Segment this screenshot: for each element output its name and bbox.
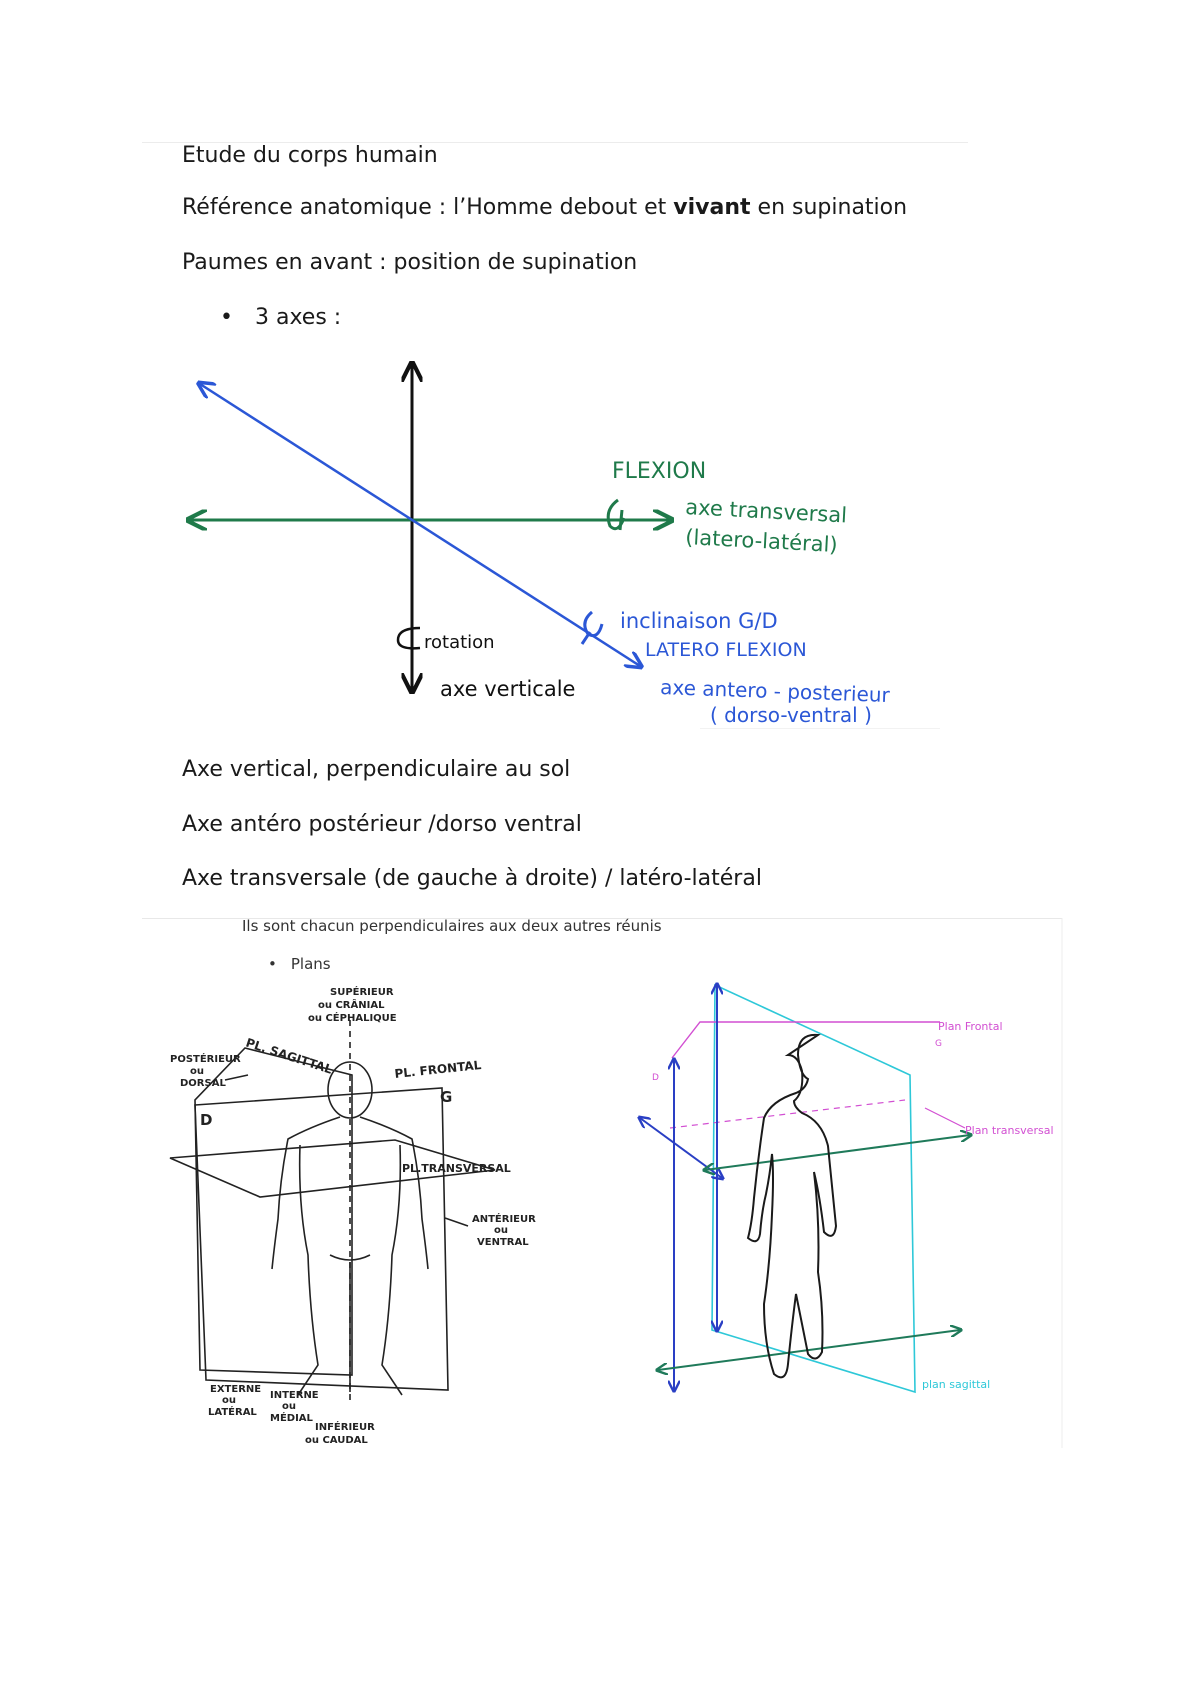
axe-transversale-line: Axe transversale (de gauche à droite) / latéro-latéral [182,866,762,891]
bullet-dot: • [220,305,233,330]
interne-ou-label: ou [282,1401,296,1412]
plan-transversal-label: Plan transversal [965,1124,1054,1137]
pl-frontal-label: PL. FRONTAL [393,1057,482,1081]
dorsal-label: DORSAL [180,1078,226,1089]
flexion-label: FLEXION [612,459,707,484]
axe-vertical-line: Axe vertical, perpendiculaire au sol [182,757,571,782]
inclinaison-label: inclinaison G/D [620,609,778,633]
axe-verticale-label: axe verticale [440,677,576,701]
ou-cephalique-label: ou CÉPHALIQUE [308,1013,397,1024]
plan-frontal-label: Plan Frontal [938,1020,1003,1033]
d-label: D [200,1111,213,1129]
plans-bullet-text: Plans [290,955,331,973]
reference-bold: vivant [673,195,751,220]
interne-label: INTERNE [270,1390,319,1401]
pl-transversal-label: PL.TRANSVERSAL [402,1162,511,1175]
superieur-label: SUPÉRIEUR [330,987,394,998]
palms-line: Paumes en avant : position de supination [182,250,638,275]
sagittal-plane-right [712,985,915,1392]
reference-prefix: Référence anatomique : l’Homme debout et [182,195,674,220]
human-figure-right [748,1035,836,1378]
anterieur-label: ANTÉRIEUR [472,1214,536,1225]
perpendiculaires-line: Ils sont chacun perpendiculaires aux deux autres réunis [242,917,662,935]
ventral-label: VENTRAL [477,1237,529,1248]
ou-cranial-label: ou CRÂNIAL [318,1000,385,1011]
page-title: Etude du corps humain [182,143,438,168]
posterieur-label: POSTÉRIEUR [170,1054,241,1065]
rotation-label: rotation [424,632,495,653]
axe-antero-label: axe antero - posterieur [659,675,891,708]
axes-bullet-text: 3 axes : [254,305,342,330]
dorso-ventral-label: ( dorso-ventral ) [710,703,872,727]
medial-label: MÉDIAL [270,1413,313,1424]
ou-label: ou [190,1066,204,1077]
frontal-plane-dashed [670,1100,905,1128]
latero-lateral-label: (latero-latéral) [684,525,839,557]
axe-antero-posterieur-line: Axe antéro postérieur /dorso ventral [182,812,582,837]
inferieur-label: INFÉRIEUR [315,1422,375,1433]
transversal-axis-right-upper [705,1135,970,1170]
plan-d-label: D [652,1073,659,1083]
anterieur-ou-label: ou [494,1225,508,1236]
externe-label: EXTERNE [210,1384,262,1395]
lateral-label: LATÉRAL [208,1407,257,1418]
reference-suffix: en supination [750,195,908,220]
plan-sagittal-label: plan sagittal [922,1378,991,1391]
externe-ou-label: ou [222,1395,236,1406]
bullet-dot: • [268,955,277,973]
plan-g-label: G [935,1039,942,1049]
g-label: G [440,1088,453,1106]
latero-flexion-label: LATERO FLEXION [645,639,807,661]
ou-caudal-label: ou CAUDAL [305,1435,368,1446]
transversal-plane-edge [925,1108,965,1128]
axe-transversal-label: axe transversal [684,495,848,528]
pl-sagittal-label: PL. SAGITTAL [244,1035,335,1077]
